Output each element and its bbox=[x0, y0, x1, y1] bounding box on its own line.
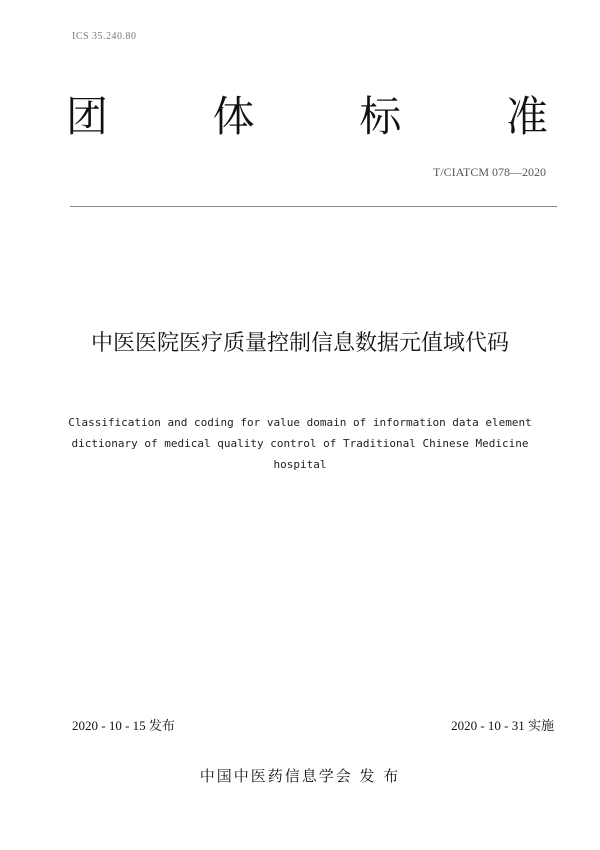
title-chinese: 中医医院医疗质量控制信息数据元值域代码 bbox=[90, 331, 509, 356]
publish-date: 2020 - 10 - 15 发布 bbox=[72, 718, 175, 733]
standard-type-char: 体 bbox=[212, 92, 255, 141]
title-english: Classification and coding for value domain of information data element dictionary of medical quality control of Traditional Chinese Medicine hospital bbox=[68, 416, 532, 471]
standard-type-char: 标 bbox=[359, 92, 402, 141]
header-divider bbox=[70, 206, 557, 207]
ics-code: ICS 35.240.80 bbox=[72, 31, 137, 42]
standard-type-char: 准 bbox=[505, 92, 548, 141]
standard-type-char: 团 bbox=[66, 92, 109, 141]
standard-type-heading bbox=[66, 92, 548, 141]
issuing-organization: 中国中医药信息学会 发 布 bbox=[199, 767, 401, 785]
implement-date: 2020 - 10 - 31 实施 bbox=[451, 718, 554, 733]
standard-code: T/CIATCM 078—2020 bbox=[432, 165, 546, 179]
